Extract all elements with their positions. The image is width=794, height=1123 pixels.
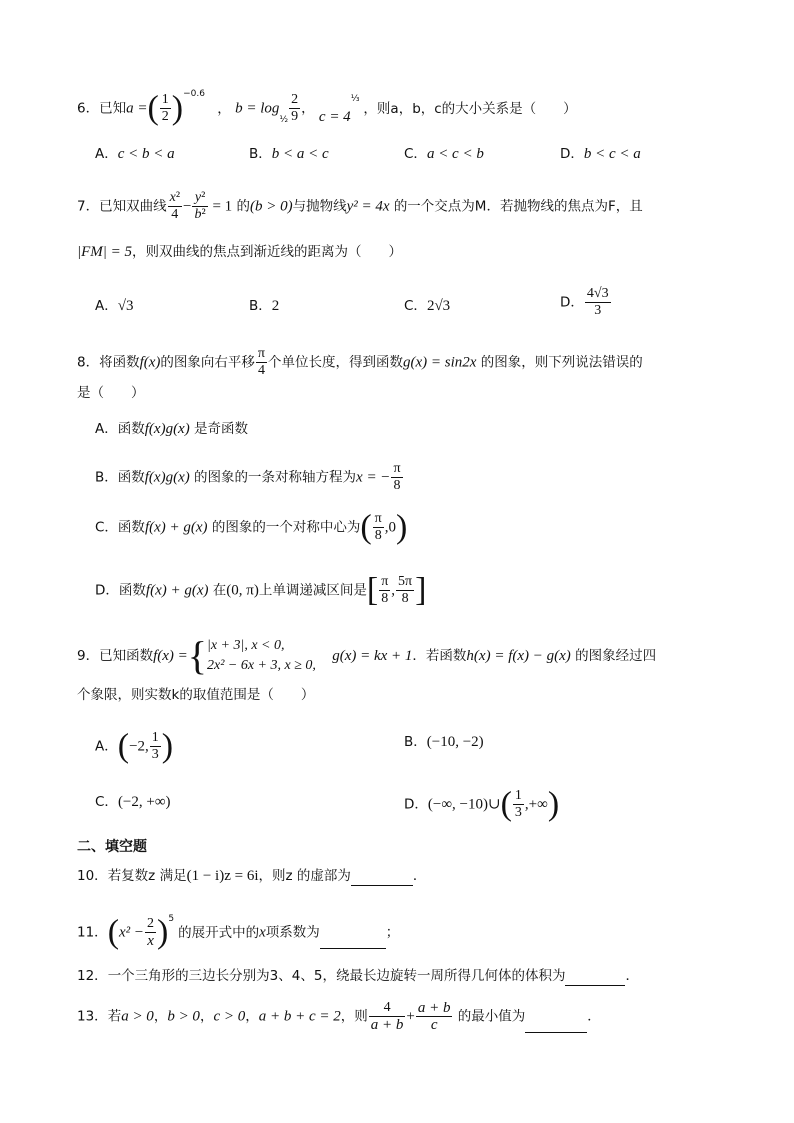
question-number: 6． [77, 100, 100, 117]
option-9a: A．(−2, $\frac{1}{3}$ ) [95, 727, 174, 765]
answer-blank[interactable] [525, 1018, 587, 1033]
question-13: 13．若a > 0，b > 0，c > 0，a + b + c = 2，则 $\frac{4}{a + b}$ + $\frac{a + b}{c}$ 的最小值为 ． [77, 1000, 601, 1033]
option-7b: B．2 [249, 298, 280, 314]
option-6c: C．a < c < b [404, 146, 484, 162]
question-9-line2: 个象限，则实数k的取值范围是（ ） [77, 687, 315, 703]
option-8c: C．函数f(x) + g(x) 的图象的一个对称中心为( $\frac{\pi}{8}$ ,0) [95, 508, 408, 546]
question-8-line2: 是（ ） [77, 385, 145, 401]
answer-blank[interactable] [351, 871, 413, 886]
option-8b: B．函数f(x)g(x) 的图象的一条对称轴方程为x = − $\frac{\pi}{8}$ [95, 461, 401, 493]
option-7d: D． $\frac{4√3}{3}$ [560, 286, 609, 318]
question-9: 9．已知函数f(x) ={ |x + 3|, x < 0, 2x² − 6x + 3, x ≥ 0, g(x) = kx + 1．若函数h(x) = f(x) − g(x) 的图象经过四 [77, 633, 657, 678]
answer-blank[interactable] [320, 934, 386, 949]
question-7: 7．已知双曲线 $\frac{\text{x²}}{4}$ − $\frac{\text{y²}}{\text{b²}}$ = 1 的(b > 0)与抛物线y² = 4x 的一个交点为M．若抛物线的焦点为F，且 [77, 190, 643, 222]
answer-blank[interactable] [565, 971, 625, 986]
option-8d: D．函数f(x) + g(x) 在(0, π)上单调递减区间是[ $\frac{\pi}{8}$ , $\frac{5\pi}{8}$ ] [95, 571, 427, 609]
option-6a: A．c < b < a [95, 146, 175, 162]
option-6b: B．b < a < c [249, 146, 329, 162]
question-8: 8．将函数f(x)的图象向右平移 $\frac{\pi}{4}$ 个单位长度，得到函数g(x) = sin2x 的图象，则下列说法错误的 [77, 346, 643, 378]
question-12: 12．一个三角形的三边长分别为3、4、5，绕最长边旋转一周所得几何体的体积为 ． [77, 968, 639, 984]
question-7-line2: |FM| = 5，则双曲线的焦点到渐近线的距离为（ ） [77, 244, 403, 260]
option-7a: A．√3 [95, 298, 134, 314]
option-9b: B．(−10, −2) [404, 734, 484, 750]
question-11: 11．(x² − $\frac{2}{x}$ )$^5$的展开式中的x项系数为 ； [77, 913, 400, 951]
section-heading: 二、填空题 [77, 839, 147, 855]
option-7c: C．2√3 [404, 298, 451, 314]
option-8a: A．函数f(x)g(x) 是奇函数 [95, 421, 249, 437]
option-9c: C．(−2, +∞) [95, 794, 171, 810]
option-6d: D．b < c < a [560, 146, 641, 162]
question-6: 6．已知a =( $\frac{1}{2}$ )$^{-0.6}$ ， $b = \log_{\frac{1}{2}}$ $\frac{2}{9}$ ， $c = 4^{\frac{1}{3}}$，则a，b，c的大小关系是（ ） [77, 89, 577, 127]
option-9d: D．(−∞, −10)∪( $\frac{1}{3}$ ,+∞) [404, 785, 560, 823]
question-10: 10．若复数z 满足(1 − i)z = 6i，则z 的虚部为 ． [77, 868, 427, 884]
